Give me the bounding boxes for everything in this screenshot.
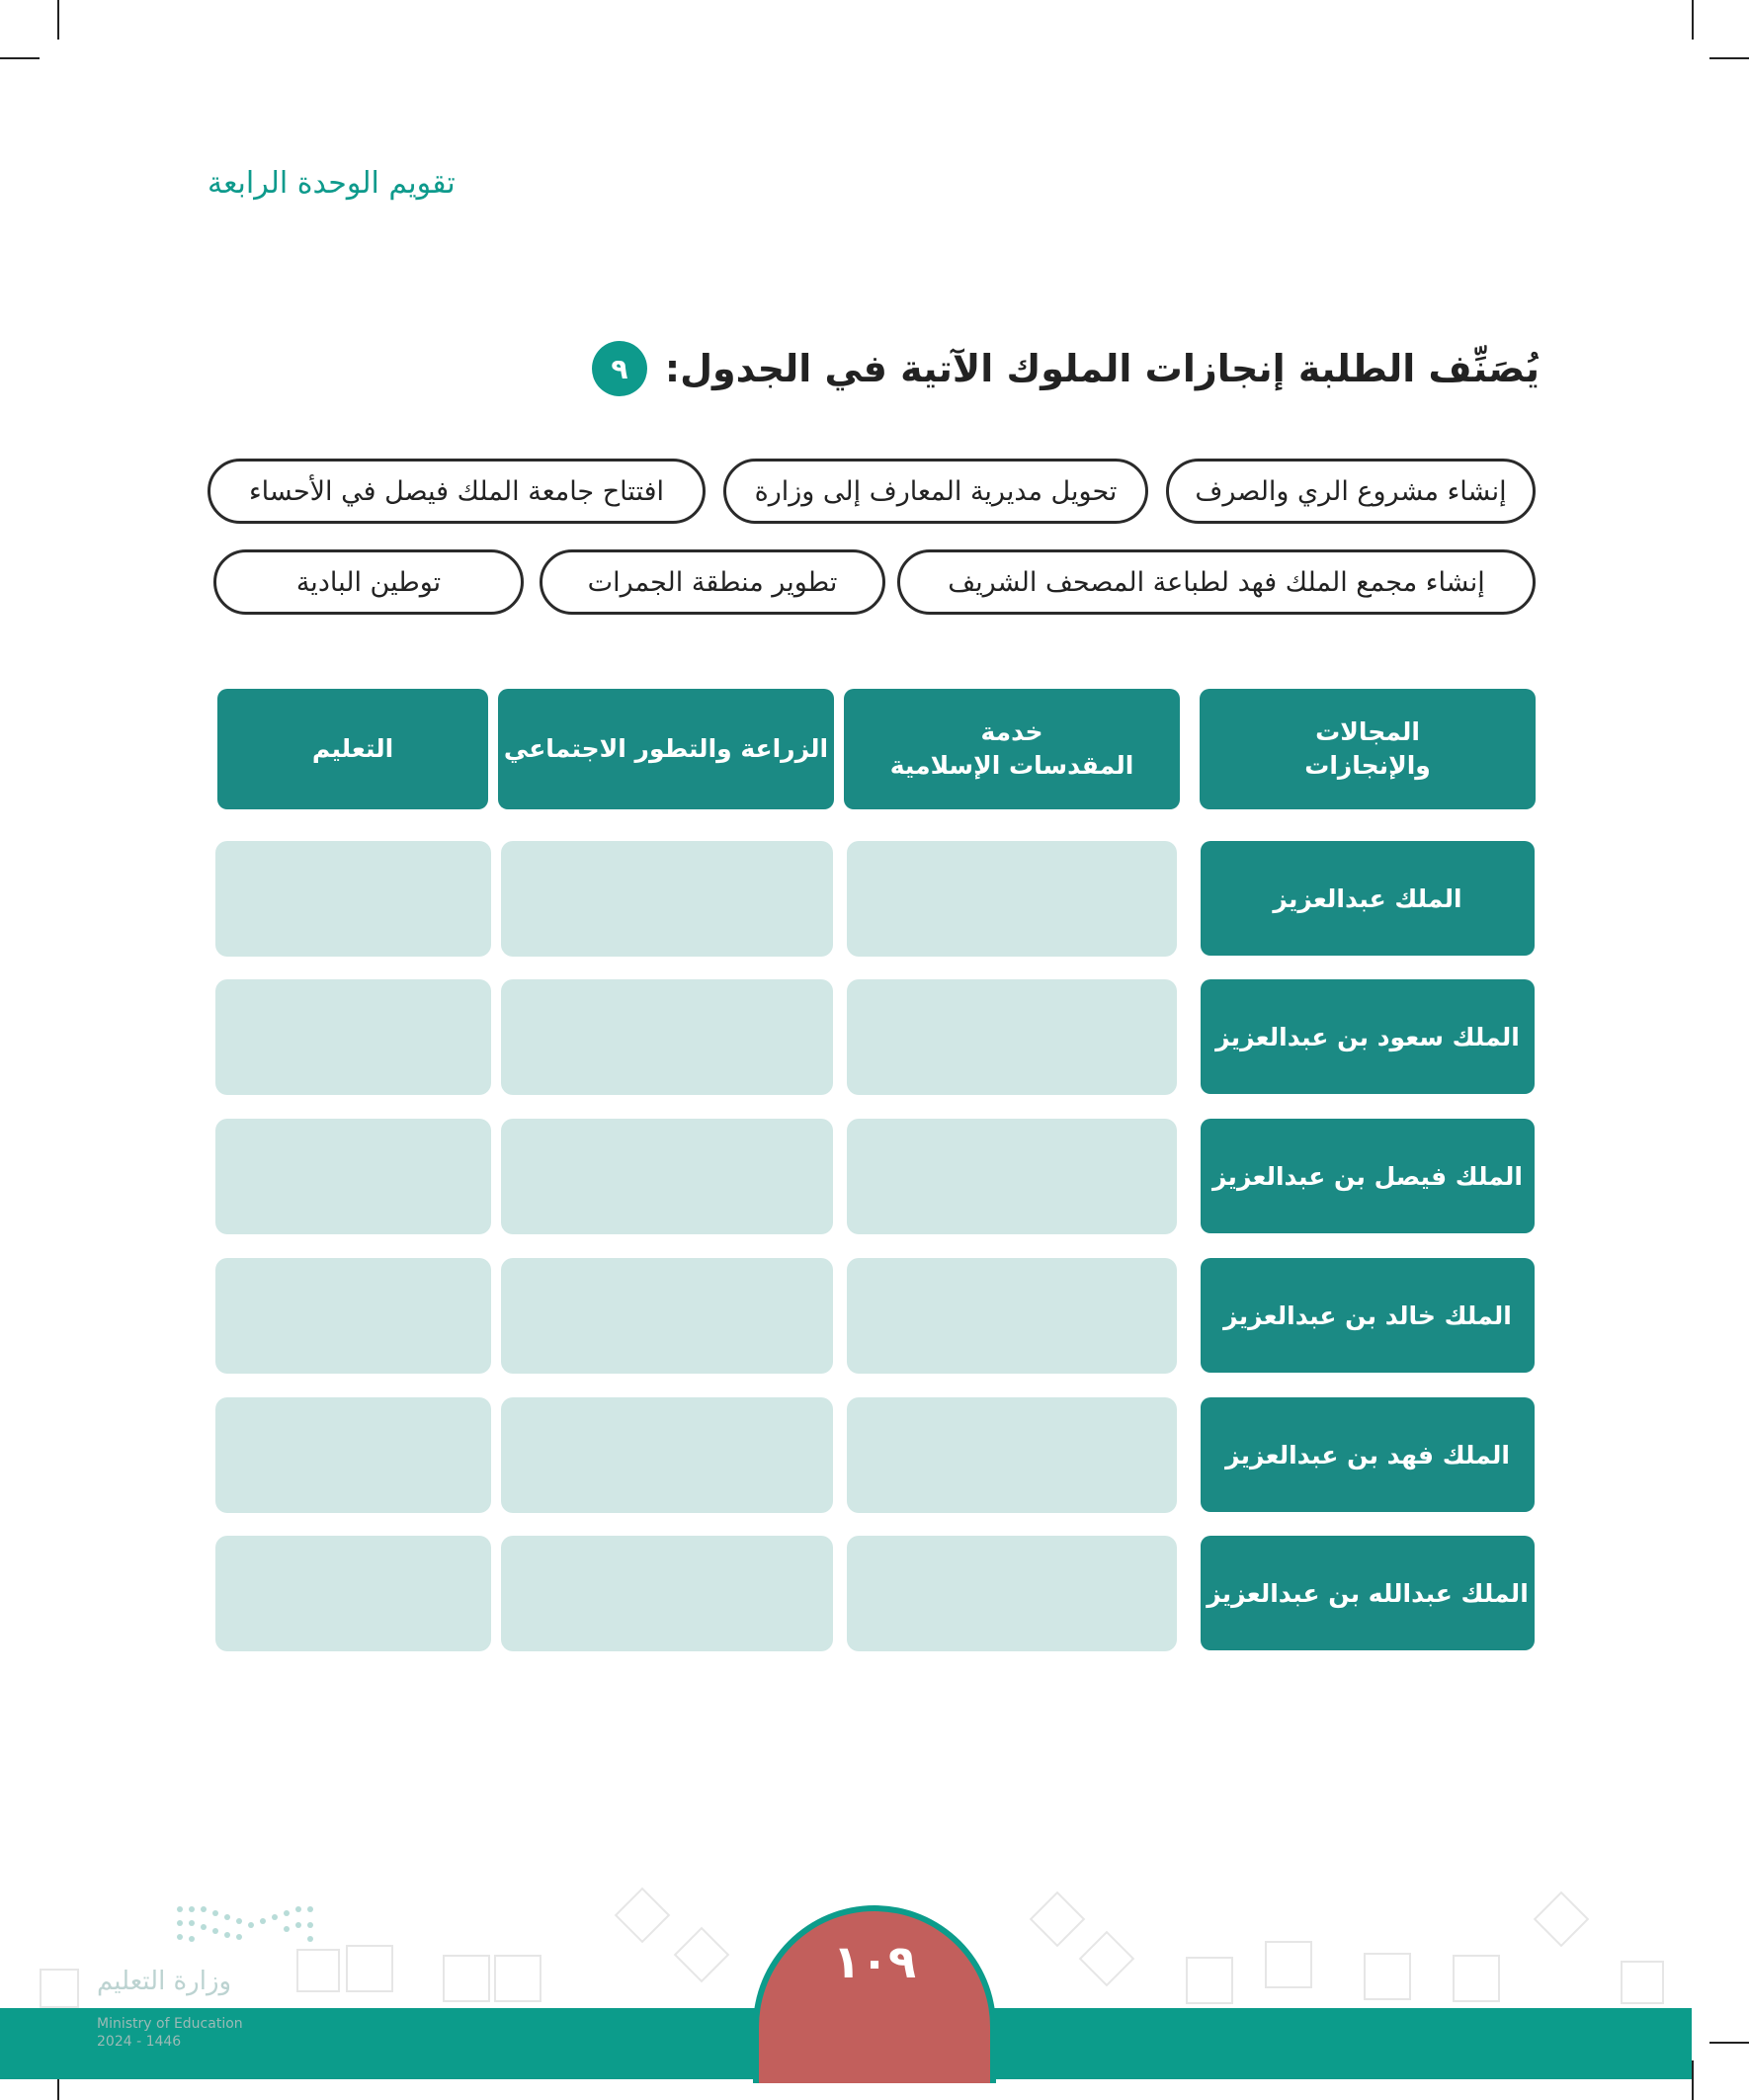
crop-mark xyxy=(0,57,40,59)
question-text: يُصَنِّف الطلبة إنجازات الملوك الآتية في الجدول: xyxy=(664,347,1540,390)
cell-agri-3[interactable] xyxy=(501,1119,833,1234)
header-holy-sites xyxy=(844,689,1180,809)
decoration-square xyxy=(494,1955,541,2002)
unit-title: تقويم الوحدة الرابعة xyxy=(208,166,456,201)
row-king-saud: الملك سعود بن عبدالعزيز xyxy=(1201,979,1535,1094)
cell-agri-2[interactable] xyxy=(501,979,833,1095)
row-king-abdulaziz: الملك عبدالعزيز xyxy=(1201,841,1535,956)
cell-holy-5[interactable] xyxy=(847,1397,1177,1513)
row-king-abdullah: الملك عبدالله بن عبدالعزيز xyxy=(1201,1536,1535,1650)
decoration-square xyxy=(1030,1891,1086,1948)
cell-holy-4[interactable] xyxy=(847,1258,1177,1374)
cell-edu-1[interactable] xyxy=(215,841,491,957)
header-agriculture: الزراعة والتطور الاجتماعي xyxy=(498,689,834,809)
decoration-square xyxy=(1265,1941,1312,1988)
decoration-square xyxy=(1364,1953,1411,2000)
crop-mark xyxy=(1692,2060,1694,2100)
cell-agri-6[interactable] xyxy=(501,1536,833,1651)
cell-agri-5[interactable] xyxy=(501,1397,833,1513)
cell-holy-3[interactable] xyxy=(847,1119,1177,1234)
decoration-square xyxy=(1453,1955,1500,2002)
header-holy-line1: خدمة xyxy=(980,717,1043,747)
header-holy-line2: المقدسات الإسلامية xyxy=(889,751,1134,780)
crop-mark xyxy=(1709,57,1749,59)
cell-edu-6[interactable] xyxy=(215,1536,491,1651)
decoration-square xyxy=(443,1955,490,2002)
decoration-square xyxy=(1186,1957,1233,2004)
chip-jamarat[interactable]: تطوير منطقة الجمرات xyxy=(540,549,885,615)
crop-mark xyxy=(57,0,59,40)
cell-edu-3[interactable] xyxy=(215,1119,491,1234)
crop-mark xyxy=(1692,0,1694,40)
cell-edu-5[interactable] xyxy=(215,1397,491,1513)
cell-holy-6[interactable] xyxy=(847,1536,1177,1651)
cell-agri-1[interactable] xyxy=(501,841,833,957)
edition-year: 2024 - 1446 xyxy=(97,2034,182,2050)
header-fields xyxy=(1200,689,1536,809)
decoration-square xyxy=(346,1945,393,1992)
ministry-logo-icon xyxy=(170,1899,328,1957)
chip-ministry[interactable]: تحويل مديرية المعارف إلى وزارة xyxy=(723,459,1148,524)
header-fields-line2: والإنجازات xyxy=(1304,751,1431,780)
chip-bedouin[interactable]: توطين البادية xyxy=(213,549,524,615)
cell-holy-1[interactable] xyxy=(847,841,1177,957)
cell-edu-4[interactable] xyxy=(215,1258,491,1374)
decoration-square xyxy=(674,1927,730,1983)
crop-mark xyxy=(1709,2042,1749,2044)
chip-quran-complex[interactable]: إنشاء مجمع الملك فهد لطباعة المصحف الشريف xyxy=(897,549,1536,615)
decoration-square xyxy=(615,1888,671,1944)
decoration-square xyxy=(40,1969,79,2008)
page-number: ١٠٩ xyxy=(832,1935,917,1988)
decoration-square xyxy=(1621,1961,1664,2004)
header-fields-line1: المجالات xyxy=(1315,717,1420,747)
cell-edu-2[interactable] xyxy=(215,979,491,1095)
chip-university[interactable]: افتتاح جامعة الملك فيصل في الأحساء xyxy=(208,459,706,524)
decoration-square xyxy=(1534,1891,1590,1948)
ministry-name-en: Ministry of Education xyxy=(97,2016,243,2032)
question xyxy=(592,341,1540,396)
cell-holy-2[interactable] xyxy=(847,979,1177,1095)
page-number-badge xyxy=(753,1905,996,2083)
row-king-fahd: الملك فهد بن عبدالعزيز xyxy=(1201,1397,1535,1512)
question-number: ٩ xyxy=(592,341,647,396)
decoration-square xyxy=(1079,1931,1135,1987)
row-king-faisal: الملك فيصل بن عبدالعزيز xyxy=(1201,1119,1535,1233)
chip-irrigation[interactable]: إنشاء مشروع الري والصرف xyxy=(1166,459,1536,524)
header-education: التعليم xyxy=(217,689,488,809)
row-king-khalid: الملك خالد بن عبدالعزيز xyxy=(1201,1258,1535,1373)
ministry-name: وزارة التعليم xyxy=(97,1967,232,1996)
cell-agri-4[interactable] xyxy=(501,1258,833,1374)
